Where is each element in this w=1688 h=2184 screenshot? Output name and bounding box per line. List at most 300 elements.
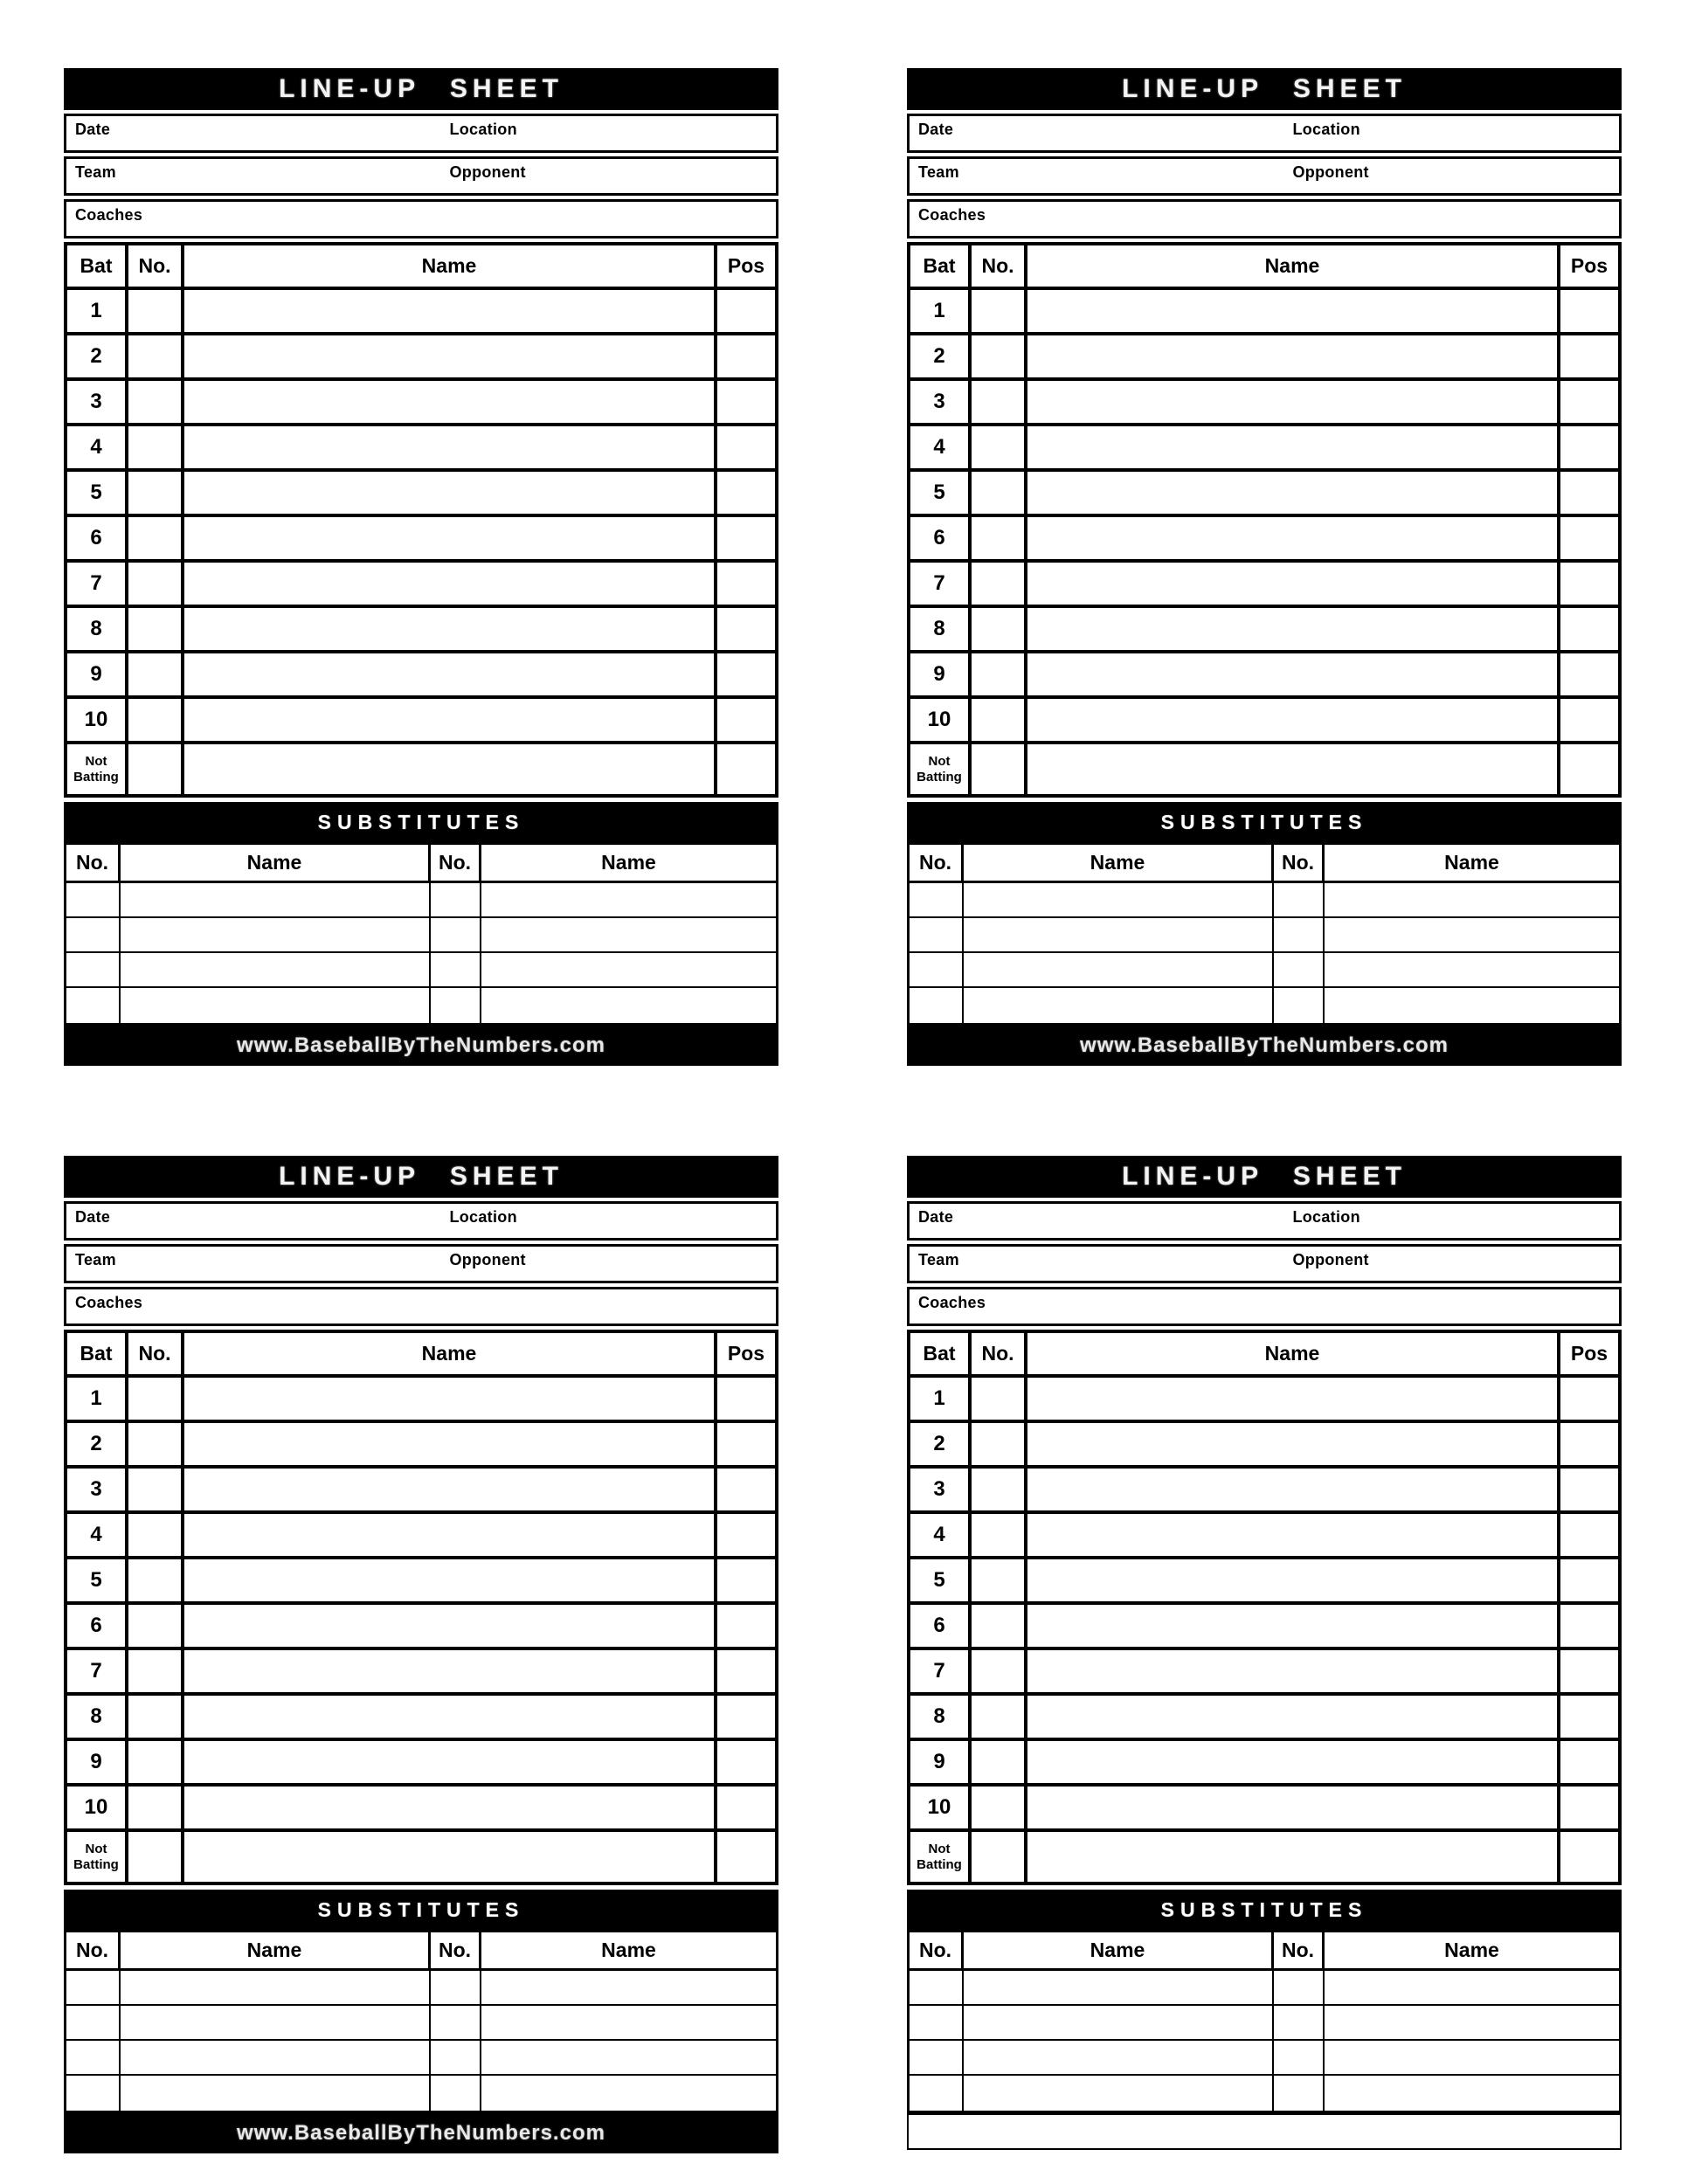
substitute-name-cell-2: [481, 918, 776, 951]
player-name-cell: [1027, 1605, 1560, 1647]
player-number-cell: [128, 335, 184, 377]
player-position-cell: [717, 1559, 775, 1601]
batting-order-cell: 10: [910, 699, 972, 741]
lineup-row: [910, 472, 1618, 517]
batting-order-cell: 1: [910, 290, 972, 332]
substitute-name-cell: [121, 2041, 431, 2074]
substitute-number-cell: [66, 2006, 121, 2039]
substitute-name-cell-2: [1325, 2006, 1619, 2039]
player-number-cell: [128, 1514, 184, 1556]
player-name-cell: [184, 1605, 717, 1647]
batting-order-cell: 9: [910, 1741, 972, 1783]
player-number-cell: [972, 699, 1027, 741]
batting-order-cell: 1: [910, 1378, 972, 1420]
info-label-left: Date: [75, 1208, 111, 1226]
substitute-number-cell-2: [1274, 953, 1325, 986]
lineup-header-name: Name: [1027, 245, 1560, 287]
player-position-cell: [717, 744, 775, 794]
substitute-number-cell-2: [1274, 1971, 1325, 2004]
player-number-cell: [128, 699, 184, 741]
substitutes-table: [907, 1930, 1622, 2113]
player-name-cell: [184, 563, 717, 605]
player-position-cell: [717, 699, 775, 741]
player-name-cell: [1027, 1832, 1560, 1882]
player-name-cell: [184, 1423, 717, 1465]
batting-order-cell: 5: [910, 1559, 972, 1601]
player-position-cell: [1560, 1559, 1618, 1601]
substitute-name-cell-2: [1325, 883, 1619, 916]
substitute-name-cell: [964, 988, 1274, 1023]
batting-order-cell: 6: [910, 517, 972, 559]
substitutes-title: SUBSTITUTES: [1160, 810, 1368, 833]
player-number-cell: [128, 1559, 184, 1601]
player-position-cell: [1560, 699, 1618, 741]
player-name-cell: [184, 517, 717, 559]
info-row: [64, 1244, 778, 1283]
substitute-number-cell: [66, 883, 121, 916]
player-number-cell: [128, 1605, 184, 1647]
player-number-cell: [128, 472, 184, 514]
lineup-row: [910, 563, 1618, 608]
player-position-cell: [717, 426, 775, 468]
batting-order-cell: 5: [910, 472, 972, 514]
player-name-cell: [1027, 426, 1560, 468]
sheet-title: LINE-UP SHEET: [279, 1162, 564, 1191]
info-label-left: Coaches: [75, 1294, 143, 1311]
player-position-cell: [1560, 290, 1618, 332]
sub-header-no-2: No.: [1274, 1932, 1325, 1968]
player-number-cell: [972, 426, 1027, 468]
player-number-cell: [972, 563, 1027, 605]
player-number-cell: [128, 1650, 184, 1692]
substitute-name-cell: [964, 2006, 1274, 2039]
substitute-name-cell-2: [481, 2076, 776, 2111]
batting-order-cell: 8: [910, 608, 972, 650]
batting-order-cell: 1: [67, 1378, 128, 1420]
player-number-cell: [128, 1469, 184, 1510]
lineup-row: [67, 335, 775, 381]
lineup-row: [910, 290, 1618, 335]
player-position-cell: [1560, 335, 1618, 377]
lineup-header-name: Name: [184, 245, 717, 287]
lineup-rows: [67, 1378, 775, 1882]
lineup-row: [67, 1650, 775, 1696]
lineup-row: [67, 1741, 775, 1787]
lineup-row: [67, 1696, 775, 1741]
player-name-cell: [184, 1650, 717, 1692]
info-row: [907, 156, 1622, 196]
batting-order-cell: 4: [67, 426, 128, 468]
batting-order-cell: 7: [910, 563, 972, 605]
substitute-number-cell-2: [431, 883, 481, 916]
batting-order-cell: 4: [910, 426, 972, 468]
substitute-name-cell-2: [481, 2006, 776, 2039]
lineup-row: [910, 744, 1618, 794]
info-label-right: Opponent: [449, 163, 526, 181]
substitute-number-cell: [66, 953, 121, 986]
info-label-left: Team: [918, 163, 959, 181]
lineup-header-bat: Bat: [910, 1333, 972, 1374]
substitute-name-cell-2: [481, 1971, 776, 2004]
lineup-row: [67, 1559, 775, 1605]
batting-order-cell: 7: [67, 1650, 128, 1692]
substitute-name-cell-2: [1325, 988, 1619, 1023]
player-name-cell: [1027, 517, 1560, 559]
lineup-header-bat: Bat: [67, 1333, 128, 1374]
sheet-title: LINE-UP SHEET: [1122, 74, 1407, 103]
lineup-row: [67, 563, 775, 608]
player-position-cell: [1560, 653, 1618, 695]
substitute-name-cell: [121, 988, 431, 1023]
batting-order-cell: Not Batting: [67, 744, 128, 794]
lineup-row: [910, 1469, 1618, 1514]
substitute-name-cell-2: [481, 883, 776, 916]
player-number-cell: [972, 472, 1027, 514]
substitute-name-cell: [964, 2076, 1274, 2111]
substitute-number-cell-2: [431, 918, 481, 951]
lineup-header-pos: Pos: [1570, 254, 1608, 277]
substitute-row: [910, 1971, 1619, 2006]
player-number-cell: [972, 653, 1027, 695]
player-number-cell: [128, 1378, 184, 1420]
player-number-cell: [972, 1832, 1027, 1882]
info-label-left: Team: [918, 1251, 959, 1268]
info-label-left: Team: [75, 1251, 116, 1268]
lineup-rows: [910, 1378, 1618, 1882]
lineup-rows: [910, 290, 1618, 794]
lineup-header-pos: Pos: [727, 254, 765, 277]
substitute-name-cell-2: [1325, 2041, 1619, 2074]
substitute-number-cell: [910, 918, 964, 951]
substitute-name-cell: [964, 918, 1274, 951]
info-label-right: Location: [1292, 121, 1360, 138]
lineup-row: [67, 472, 775, 517]
info-row: [64, 199, 778, 238]
info-rows: [64, 114, 778, 238]
lineup-row: [67, 1469, 775, 1514]
batting-order-cell: 10: [67, 699, 128, 741]
player-name-cell: [1027, 653, 1560, 695]
substitute-number-cell: [910, 2006, 964, 2039]
player-name-cell: [1027, 1514, 1560, 1556]
batting-order-cell: 8: [910, 1696, 972, 1738]
info-rows: [64, 1201, 778, 1326]
substitute-row: [66, 2041, 776, 2076]
player-number-cell: [128, 517, 184, 559]
substitute-number-cell-2: [431, 2076, 481, 2111]
info-row: [907, 114, 1622, 153]
footer-url: www.BaseballByTheNumbers.com: [1080, 1033, 1449, 1057]
player-position-cell: [1560, 1741, 1618, 1783]
player-position-cell: [1560, 426, 1618, 468]
player-position-cell: [1560, 563, 1618, 605]
player-number-cell: [972, 1605, 1027, 1647]
substitute-number-cell-2: [431, 2041, 481, 2074]
player-position-cell: [717, 1832, 775, 1882]
lineup-sheet: [907, 1156, 1622, 2150]
substitute-number-cell: [910, 1971, 964, 2004]
substitute-number-cell: [66, 988, 121, 1023]
batting-order-cell: Not Batting: [67, 1832, 128, 1882]
lineup-row: [910, 1832, 1618, 1882]
lineup-header-name: Name: [184, 1333, 717, 1374]
batting-order-cell: 9: [67, 653, 128, 695]
player-number-cell: [128, 608, 184, 650]
sub-header-no-1: No.: [66, 845, 121, 881]
info-label-left: Coaches: [75, 206, 143, 224]
sheet-title-bar: [64, 1156, 778, 1198]
substitute-name-cell-2: [1325, 953, 1619, 986]
player-position-cell: [717, 563, 775, 605]
sub-header-name-2: Name: [601, 851, 656, 874]
substitute-row: [66, 2076, 776, 2111]
lineup-row: [910, 1378, 1618, 1423]
substitutes-header-row: [66, 845, 776, 883]
player-number-cell: [972, 1423, 1027, 1465]
lineup-row: [910, 1696, 1618, 1741]
lineup-row: [67, 1514, 775, 1559]
player-position-cell: [717, 1741, 775, 1783]
lineup-row: [910, 517, 1618, 563]
batting-order-cell: 3: [67, 1469, 128, 1510]
lineup-row: [67, 517, 775, 563]
sheet-title-bar: [64, 68, 778, 110]
player-position-cell: [1560, 1378, 1618, 1420]
player-name-cell: [184, 608, 717, 650]
player-name-cell: [184, 381, 717, 423]
player-position-cell: [717, 1423, 775, 1465]
substitute-row: [66, 953, 776, 988]
info-label-left: Coaches: [918, 206, 986, 224]
sheet-title-bar: [907, 1156, 1622, 1198]
lineup-header-no: No.: [972, 245, 1027, 287]
batting-order-cell: 5: [67, 1559, 128, 1601]
info-label-right: Opponent: [449, 1251, 526, 1268]
batting-order-cell: 1: [67, 290, 128, 332]
batting-order-cell: 3: [910, 1469, 972, 1510]
info-row: [907, 1287, 1622, 1326]
lineup-row: [910, 699, 1618, 744]
lineup-header-row: [67, 245, 775, 290]
lineup-header-row: [67, 1333, 775, 1378]
lineup-row: [910, 1650, 1618, 1696]
lineup-sheet: [907, 68, 1622, 1066]
player-number-cell: [972, 1378, 1027, 1420]
player-position-cell: [1560, 1787, 1618, 1828]
footer-bar: [64, 1026, 778, 1066]
substitutes-table: [64, 1930, 778, 2113]
batting-order-cell: 8: [67, 608, 128, 650]
player-position-cell: [717, 1469, 775, 1510]
info-label-right: Location: [1292, 1208, 1360, 1226]
player-position-cell: [717, 472, 775, 514]
substitutes-bar: [64, 1890, 778, 1930]
batting-order-cell: 4: [910, 1514, 972, 1556]
sub-header-no-2: No.: [431, 1932, 481, 1968]
substitute-rows: [910, 1971, 1619, 2111]
player-name-cell: [184, 1741, 717, 1783]
player-name-cell: [1027, 1378, 1560, 1420]
lineup-row: [910, 1514, 1618, 1559]
sub-header-name-1: Name: [964, 845, 1274, 881]
player-name-cell: [184, 1559, 717, 1601]
lineup-row: [910, 1423, 1618, 1469]
batting-order-cell: 8: [67, 1696, 128, 1738]
player-position-cell: [717, 517, 775, 559]
player-name-cell: [1027, 608, 1560, 650]
batting-order-cell: Not Batting: [910, 1832, 972, 1882]
info-label-left: Team: [75, 163, 116, 181]
batting-order-cell: Not Batting: [910, 744, 972, 794]
player-position-cell: [1560, 744, 1618, 794]
blank-footer-row: [907, 2113, 1622, 2150]
player-number-cell: [972, 1787, 1027, 1828]
player-number-cell: [972, 1514, 1027, 1556]
sub-header-name-1: Name: [964, 1932, 1274, 1968]
player-number-cell: [972, 335, 1027, 377]
substitute-number-cell-2: [431, 988, 481, 1023]
footer-url: www.BaseballByTheNumbers.com: [237, 2121, 605, 2145]
sheet-title-bar: [907, 68, 1622, 110]
player-name-cell: [1027, 1741, 1560, 1783]
player-number-cell: [128, 1423, 184, 1465]
sub-header-name-1: Name: [121, 845, 431, 881]
batting-order-cell: 10: [67, 1787, 128, 1828]
substitute-name-cell: [964, 883, 1274, 916]
player-name-cell: [184, 699, 717, 741]
info-label-right: Location: [449, 1208, 517, 1226]
substitute-name-cell-2: [1325, 2076, 1619, 2111]
lineup-row: [910, 1787, 1618, 1832]
batting-order-cell: 4: [67, 1514, 128, 1556]
lineup-row: [67, 699, 775, 744]
substitute-number-cell-2: [1274, 918, 1325, 951]
player-position-cell: [1560, 608, 1618, 650]
batting-order-cell: 3: [67, 381, 128, 423]
player-position-cell: [717, 1787, 775, 1828]
substitute-number-cell: [910, 2041, 964, 2074]
substitute-number-cell-2: [1274, 2041, 1325, 2074]
player-number-cell: [128, 1787, 184, 1828]
footer-bar: [907, 1026, 1622, 1066]
player-position-cell: [717, 1605, 775, 1647]
substitute-name-cell: [121, 2006, 431, 2039]
substitutes-header-row: [910, 1932, 1619, 1971]
player-number-cell: [128, 744, 184, 794]
lineup-header-pos: Pos: [1570, 1342, 1608, 1365]
player-name-cell: [1027, 1696, 1560, 1738]
substitute-number-cell: [910, 988, 964, 1023]
sub-header-name-2: Name: [1444, 851, 1499, 874]
player-name-cell: [1027, 1650, 1560, 1692]
player-number-cell: [128, 1832, 184, 1882]
player-number-cell: [972, 1650, 1027, 1692]
batting-order-cell: 3: [910, 381, 972, 423]
player-number-cell: [972, 1696, 1027, 1738]
substitute-name-cell: [964, 2041, 1274, 2074]
substitutes-bar: [64, 802, 778, 842]
info-label-left: Date: [918, 1208, 954, 1226]
info-row: [907, 1244, 1622, 1283]
lineup-row: [910, 1741, 1618, 1787]
lineup-header-name: Name: [1027, 1333, 1560, 1374]
batting-order-cell: 9: [910, 653, 972, 695]
player-position-cell: [717, 1696, 775, 1738]
substitutes-title: SUBSTITUTES: [1160, 1897, 1368, 1921]
info-label-right: Location: [449, 121, 517, 138]
batting-order-cell: 6: [67, 1605, 128, 1647]
info-row: [64, 1287, 778, 1326]
substitute-rows: [66, 1971, 776, 2111]
substitute-rows: [910, 883, 1619, 1023]
substitute-row: [910, 953, 1619, 988]
player-name-cell: [1027, 744, 1560, 794]
footer-bar: [64, 2113, 778, 2153]
lineup-row: [67, 608, 775, 653]
player-name-cell: [184, 426, 717, 468]
substitutes-table: [907, 842, 1622, 1026]
substitute-rows: [66, 883, 776, 1023]
player-number-cell: [128, 290, 184, 332]
lineup-row: [67, 1832, 775, 1882]
batting-order-cell: 2: [910, 1423, 972, 1465]
substitute-name-cell-2: [1325, 918, 1619, 951]
substitute-name-cell: [121, 883, 431, 916]
substitute-row: [66, 2006, 776, 2041]
player-position-cell: [1560, 1605, 1618, 1647]
player-position-cell: [717, 608, 775, 650]
info-label-left: Date: [918, 121, 954, 138]
batting-order-cell: 5: [67, 472, 128, 514]
player-name-cell: [184, 653, 717, 695]
player-position-cell: [1560, 1696, 1618, 1738]
substitute-number-cell: [66, 2076, 121, 2111]
player-position-cell: [1560, 1514, 1618, 1556]
lineup-table: [64, 1330, 778, 1885]
sheet-title: LINE-UP SHEET: [1122, 1162, 1407, 1191]
lineup-row: [910, 1559, 1618, 1605]
lineup-row: [67, 744, 775, 794]
substitute-number-cell-2: [1274, 988, 1325, 1023]
player-number-cell: [972, 744, 1027, 794]
player-position-cell: [1560, 517, 1618, 559]
info-row: [907, 199, 1622, 238]
player-position-cell: [1560, 1469, 1618, 1510]
lineup-header-bat: Bat: [910, 245, 972, 287]
info-row: [64, 156, 778, 196]
batting-order-cell: 6: [67, 517, 128, 559]
batting-order-cell: 2: [910, 335, 972, 377]
player-number-cell: [972, 517, 1027, 559]
lineup-row: [910, 653, 1618, 699]
player-name-cell: [184, 1378, 717, 1420]
info-rows: [907, 1201, 1622, 1326]
substitute-name-cell: [121, 918, 431, 951]
lineup-row: [67, 426, 775, 472]
sub-header-name-2: Name: [601, 1939, 656, 1961]
lineup-header-row: [910, 245, 1618, 290]
lineup-table: [907, 242, 1622, 798]
lineup-row: [910, 426, 1618, 472]
info-row: [907, 1201, 1622, 1241]
sub-header-name-1: Name: [121, 1932, 431, 1968]
player-name-cell: [1027, 1787, 1560, 1828]
substitute-name-cell: [964, 1971, 1274, 2004]
lineup-row: [910, 608, 1618, 653]
substitute-row: [66, 918, 776, 953]
batting-order-cell: 9: [67, 1741, 128, 1783]
player-name-cell: [184, 290, 717, 332]
